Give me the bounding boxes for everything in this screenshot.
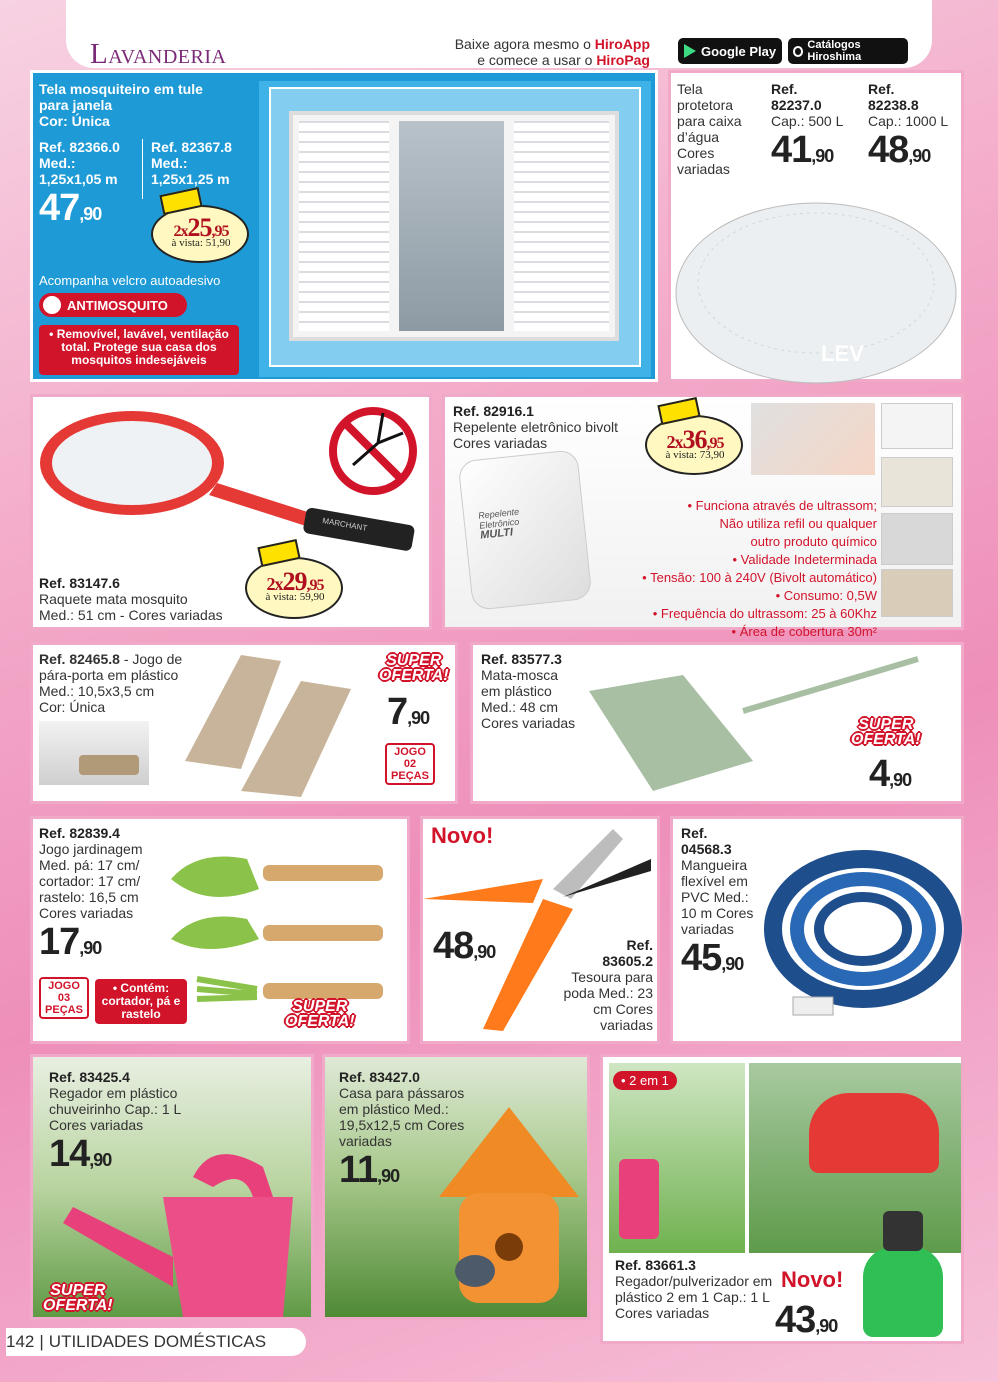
feature-8: • Área de cobertura 30m² [731, 624, 877, 639]
tela-med-b: 1,25x1,25 m [151, 171, 230, 187]
regador-ref: Ref. 83425.4 [49, 1069, 130, 1085]
caixa-desc: Tela protetora para caixa d’água Cores variadas [677, 81, 742, 177]
raquete-inst-int: 29 [282, 567, 307, 596]
mangueira-panel [670, 816, 964, 1044]
porta-desc-b: pára-porta em plástico [39, 667, 179, 683]
pulverizador-ref: Ref. 83661.3 [615, 1257, 696, 1273]
hose-image [763, 839, 963, 1039]
mata-mosca-panel [470, 642, 964, 804]
tela-price [39, 187, 101, 230]
door-stops-image [181, 651, 381, 801]
repelente-desc1: Repelente eletrônico bivolt [453, 419, 618, 435]
porta-desc-d: Cor: Única [39, 699, 106, 715]
porta-jogo-2: 02 [403, 758, 417, 770]
tela-med-a-label: Med.: [39, 155, 76, 171]
porta-price-cents: ,90 [407, 708, 430, 728]
caixa-price-a-cents: ,90 [811, 146, 834, 166]
casa-passaros-panel [322, 1054, 590, 1320]
door-stop-photo [39, 721, 149, 785]
regador-price-cents: ,90 [89, 1150, 112, 1170]
tesoura-desc: Tesoura para poda Med.: 23 cm Cores variadas [563, 969, 653, 1033]
feature-3: outro produto químico [750, 534, 877, 549]
jardim-jogo-1: JOGO [48, 980, 80, 992]
mangueira-price-int: 45 [681, 937, 722, 979]
birdhouse-image [435, 1107, 585, 1319]
google-play-label: Google Play [701, 43, 777, 59]
mata-super-1: SUPER [858, 716, 914, 733]
tela-ref-a: Ref. 82366.0 [39, 139, 120, 155]
casa-price-cents: ,90 [377, 1166, 400, 1186]
porta-jogo-1: JOGO [394, 746, 426, 758]
two-in-one-badge: • 2 em 1 [613, 1071, 677, 1090]
tela-bullet: • Removível, lavável, ventilação total. Protege sua casa dos mosquitos indesejáveis [39, 325, 239, 375]
raquete-desc2: Med.: 51 cm - Cores variadas [39, 607, 223, 623]
device-line2: Eletrônico [478, 516, 520, 531]
jardim-super-2: OFERTA! [285, 1013, 355, 1030]
tela-title: Tela mosquiteiro em tule para janela [39, 81, 203, 113]
mata-price-int: 4 [869, 753, 890, 795]
tesoura-ref-b: 83605.2 [602, 953, 653, 969]
jardim-ref: Ref. 82839.4 [39, 825, 120, 841]
jardim-contem: • Contém: cortador, pá e rastelo [95, 979, 187, 1024]
app-promo-line2: e comece a usar o [477, 52, 597, 68]
mata-price-cents: ,90 [889, 770, 912, 790]
jardim-super-1: SUPER [292, 998, 348, 1015]
porta-super-2: OFERTA! [379, 667, 449, 684]
hiropag-brand: HiroPag [596, 52, 650, 68]
repelente-avista: à vista: 73,90 [665, 449, 725, 461]
tela-price-cents: ,90 [79, 204, 102, 224]
hiroapp-brand: HiroApp [594, 36, 650, 52]
feature-2: Não utiliza refil ou qualquer [719, 516, 877, 531]
regador-super-1: SUPER [50, 1282, 106, 1299]
feature-6: • Consumo: 0,5W [775, 588, 877, 603]
feature-4: • Validade Indeterminada [732, 552, 877, 567]
tela-inst-prefix: 2x [173, 223, 188, 240]
tesoura-novo: Novo! [431, 823, 494, 848]
pulverizador-panel [600, 1054, 964, 1344]
casa-ref: Ref. 83427.0 [339, 1069, 420, 1085]
antimosquito-label: ANTIMOSQUITO [67, 297, 168, 313]
device-line1: Repelente [477, 506, 520, 521]
google-play-button[interactable] [678, 38, 782, 64]
section-title: Lavanderia [90, 38, 227, 70]
tesoura-price-int: 48 [433, 925, 474, 967]
mata-desc: Mata-mosca em plástico Med.: 48 cm Cores variadas [481, 667, 576, 731]
caixa-cap-a: Cap.: 500 L [771, 113, 844, 129]
spray-photo-small [609, 1063, 745, 1253]
porta-price-int: 7 [387, 691, 408, 733]
mangueira-ref-a: Ref. [681, 825, 708, 841]
feature-7: • Frequência do ultrassom: 25 à 60Khz [652, 606, 877, 621]
tela-med-a: 1,25x1,05 m [39, 171, 118, 187]
porta-desc-c: Med.: 10,5x3,5 cm [39, 683, 155, 699]
raquete-panel [30, 394, 432, 630]
porta-ref: Ref. 82465.8 [39, 651, 120, 667]
pulverizador-desc: Regador/pulverizador em plástico 2 em 1 Cap.: 1 L Cores variadas [615, 1273, 773, 1321]
footer [6, 1328, 306, 1356]
regador-panel [30, 1054, 314, 1320]
raquete-desc1: Raquete mata mosquito [39, 591, 188, 607]
tela-inst-int: 25 [187, 213, 212, 242]
caixa-cap-b: Cap.: 1000 L [868, 113, 949, 129]
porta-desc-a: - Jogo de [119, 651, 183, 667]
repelente-features [595, 497, 877, 641]
footer-section: UTILIDADES DOMÉSTICAS [48, 1332, 267, 1351]
porta-super-oferta [379, 653, 449, 683]
porta-jogo-3: PEÇAS [391, 770, 429, 782]
repelente-inst-cents: ,95 [706, 435, 724, 452]
search-icon [793, 46, 803, 57]
page-number: 142 [6, 1332, 35, 1351]
tesoura-ref-a: Ref. [626, 937, 653, 953]
porta-super-1: SUPER [386, 652, 442, 669]
racket-brand-text: MARCHANT [321, 516, 368, 533]
repelente-panel [442, 394, 964, 639]
outlet-photo [751, 403, 875, 475]
no-mosquito-icon [43, 296, 61, 314]
device-line3: MULTI [479, 526, 514, 542]
no-mosquito-photo [881, 457, 953, 507]
tesoura-panel [420, 816, 660, 1044]
jardim-jogo-3: PEÇAS [45, 1004, 83, 1016]
regador-super-2: OFERTA! [43, 1297, 113, 1314]
catalogs-label: Catálogos Hiroshima [807, 39, 862, 63]
water-tank-image [671, 183, 961, 383]
raquete-avista: à vista: 59,90 [265, 591, 325, 603]
green-sprayer-image [853, 1207, 953, 1337]
app-promo-line1: Baixe agora mesmo o [454, 36, 595, 52]
tela-inst-cents: ,95 [211, 223, 229, 240]
jardinagem-panel [30, 816, 410, 1044]
tela-price-int: 47 [39, 187, 80, 229]
garden-tools-image [167, 839, 407, 1019]
jardim-price-int: 17 [39, 921, 80, 963]
pulverizador-price-int: 43 [775, 1299, 816, 1341]
tela-mosquiteiro-panel [30, 70, 658, 382]
no-mosquito-icon [323, 403, 423, 499]
mata-super-2: OFERTA! [851, 731, 921, 748]
raquete-ref: Ref. 83147.6 [39, 575, 120, 591]
para-porta-panel [30, 642, 458, 804]
porta-jogo-badge [385, 743, 435, 785]
mata-ref: Ref. 83577.3 [481, 651, 562, 667]
jardim-price-cents: ,90 [79, 938, 102, 958]
regador-desc: Regador em plástico chuveirinho Cap.: 1 L Cores variadas [49, 1085, 181, 1133]
no-mouse-photo [881, 569, 953, 617]
catalogs-button[interactable] [788, 38, 908, 64]
jardim-desc: Jogo jardinagem Med. pá: 17 cm/ cortador: 17 cm/ rastelo: 16,5 cm Cores variadas [39, 841, 143, 921]
caixa-price-a-int: 41 [771, 129, 812, 171]
antimosquito-badge [39, 293, 187, 317]
tesoura-price-cents: ,90 [473, 942, 496, 962]
repelente-desc2: Cores variadas [453, 435, 548, 451]
tela-ref-b: Ref. 82367.8 [151, 139, 232, 155]
pulverizador-price-cents: ,90 [815, 1316, 838, 1336]
repelente-ref: Ref. 82916.1 [453, 403, 534, 419]
casa-desc: Casa para pássaros em plástico Med.: 19,5x12,5 cm Cores variadas [339, 1085, 465, 1149]
raquete-inst-prefix: 2x [266, 574, 283, 594]
mangueira-ref-b: 04568.3 [681, 841, 732, 857]
mangueira-desc: Mangueira flexível em PVC Med.: 10 m Cores variadas [681, 857, 754, 937]
pulverizador-novo: Novo! [781, 1267, 844, 1292]
caixa-ref-a: Ref. 82237.0 [771, 81, 822, 113]
caixa-agua-panel [668, 70, 964, 382]
repelente-inst-int: 36 [682, 425, 707, 454]
tela-med-b-label: Med.: [151, 155, 188, 171]
caixa-price-b-int: 48 [868, 129, 909, 171]
feature-1: • Funciona através de ultrassom; [687, 498, 877, 513]
footer-separator: | [39, 1332, 44, 1351]
tela-color: Cor: Única [39, 113, 110, 129]
caixa-price-b-cents: ,90 [908, 146, 931, 166]
regador-price-int: 14 [49, 1133, 90, 1175]
repeller-device-image [457, 449, 592, 611]
mangueira-price-cents: ,90 [721, 954, 744, 974]
plug-icon [881, 403, 953, 449]
play-icon [684, 44, 696, 58]
repelente-inst-prefix: 2x [666, 432, 683, 452]
tela-avista: à vista: 51,90 [171, 237, 231, 249]
window-image [259, 81, 651, 377]
raquete-inst-cents: ,95 [306, 577, 324, 594]
caixa-ref-b: Ref. 82238.8 [868, 81, 919, 113]
no-bat-photo [881, 513, 953, 565]
app-promo [430, 36, 650, 68]
feature-5: • Tensão: 100 à 240V (Bivolt automático) [642, 570, 877, 585]
jardim-super-oferta [285, 999, 355, 1029]
regador-super-oferta [43, 1283, 113, 1313]
jardim-jogo-2: 03 [57, 992, 71, 1004]
casa-price-int: 11 [339, 1149, 378, 1191]
tela-velcro: Acompanha velcro autoadesivo [39, 273, 221, 288]
tank-brand-text: LEV [821, 341, 864, 366]
mata-super-oferta [851, 717, 921, 747]
jardim-jogo-badge [39, 977, 89, 1019]
